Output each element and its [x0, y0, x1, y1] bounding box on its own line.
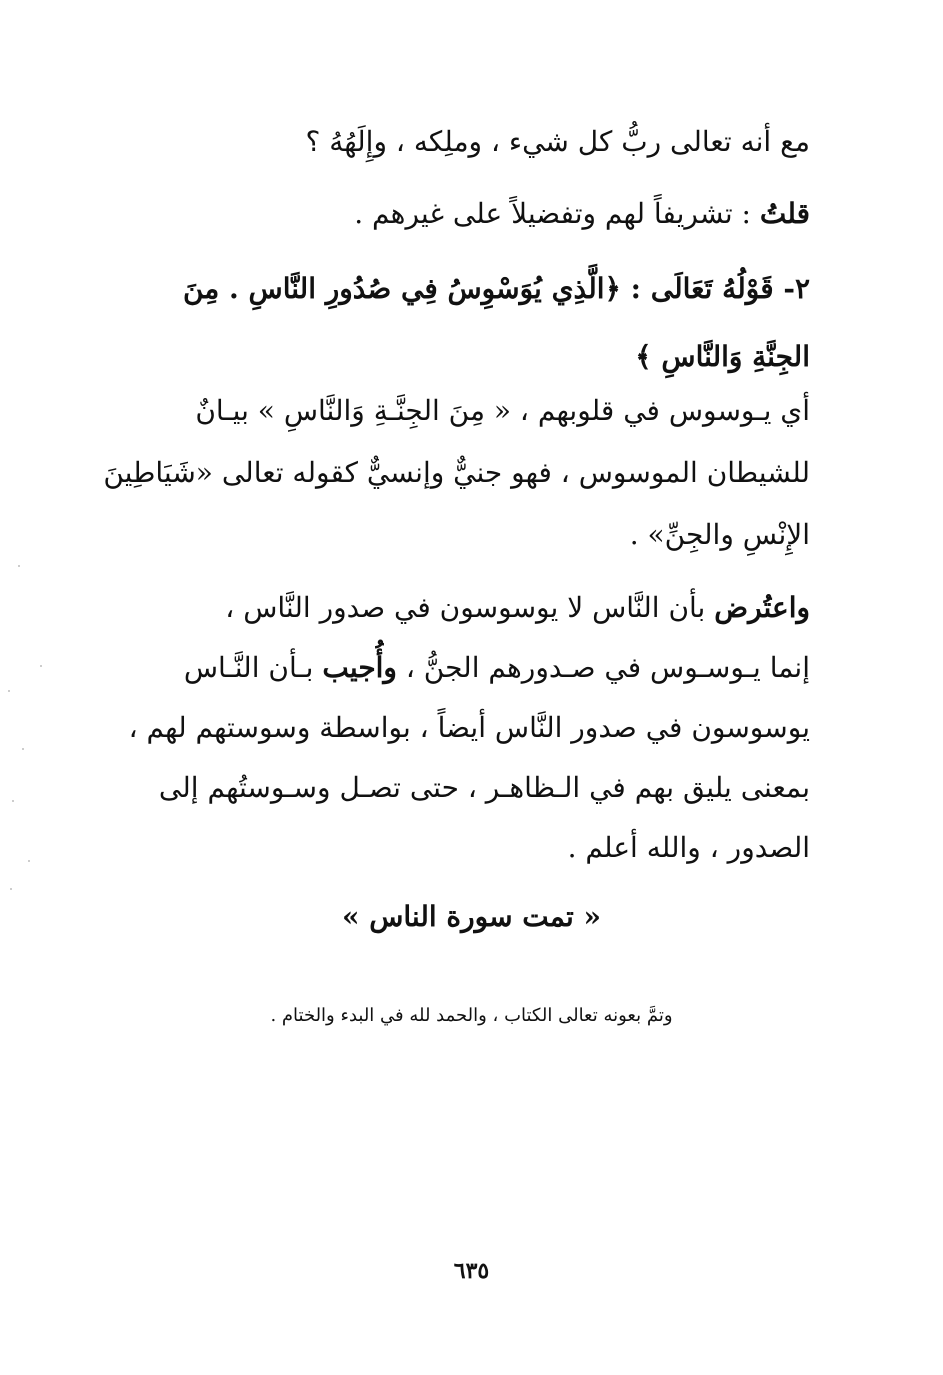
- text-segment: إنما يـوسـوس في صـدورهم الجنُّ ،: [396, 651, 810, 684]
- surah-end-heading: « تمت سورة الناس »: [341, 900, 602, 933]
- paragraph-question: [165, 112, 810, 172]
- verse-line: الجِنَّةِ وَالنَّاسِ ﴾: [635, 340, 810, 373]
- text-line: يوسوسون في صدور النَّاس أيضاً ، بواسطة وسوستهم لهم ،: [128, 711, 810, 744]
- text-line: أي يـوسوس في قلوبهم ، « مِنَ الجِنَّـةِ وَالنَّاسِ » بيـانٌ: [195, 394, 810, 427]
- text-line: مع أنه تعالى ربُّ كل شيء ، وملِكه ، وإِلَهُهُ ؟: [305, 125, 810, 158]
- lead-word: قلتُ: [759, 197, 810, 230]
- lead-word: واعتُرض: [714, 591, 810, 624]
- text-line: بمعنى يليق بهم في الـظاهـر ، حتى تصـل وسـوستُهم إلى: [158, 771, 810, 804]
- verse-heading: [165, 255, 810, 391]
- scan-speckle: [12, 800, 14, 802]
- text-line: الصدور ، والله أعلم .: [567, 831, 810, 864]
- text-line: للشيطان الموسوس ، فهو جنيٌّ وإنسيٌّ كقوله تعالى «شَيَاطِينَ: [103, 456, 810, 489]
- verse-line: ٢- قَوْلُهُ تَعَالَى : ﴿الَّذِي يُوَسْوِسُ فِي صُدُورِ النَّاسِ . مِنَ: [182, 272, 810, 305]
- scan-speckle: [28, 860, 30, 862]
- page-number: ٦٣٥: [453, 1258, 490, 1284]
- text-line: [165, 578, 810, 638]
- scan-speckle: [10, 888, 12, 890]
- scan-speckle: [8, 690, 10, 692]
- paragraph-commentary: [103, 380, 810, 566]
- text-line: [165, 184, 810, 244]
- scan-speckle: [40, 665, 42, 667]
- scan-speckle: [18, 565, 20, 567]
- lead-word: وأُجيب: [322, 651, 397, 684]
- text-line: [165, 638, 810, 698]
- colophon: وتمَّ بعونه تعالى الكتاب ، والحمد لله في البدء والختام .: [270, 1005, 673, 1026]
- text-line: الإِنْسِ والجِنِّ» .: [629, 518, 810, 551]
- text-segment: بـأن النَّـاس: [183, 651, 323, 684]
- answer-text: : تشريفاً لهم وتفضيلاً على غيرهم .: [354, 197, 760, 230]
- paragraph-objection: [128, 578, 810, 878]
- text-segment: بأن النَّاس لا يوسوسون في صدور النَّاس ،: [225, 591, 715, 624]
- scan-speckle: [22, 748, 24, 750]
- paragraph-answer: [165, 184, 810, 244]
